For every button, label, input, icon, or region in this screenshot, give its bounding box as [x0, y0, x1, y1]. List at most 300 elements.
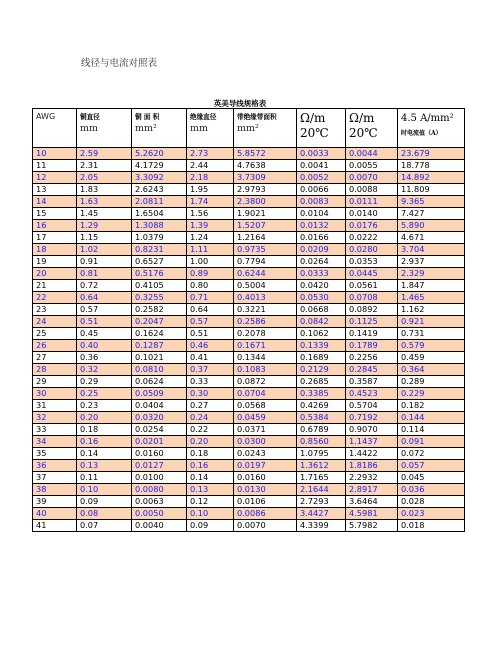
table-row	[33, 388, 465, 400]
cell-insulated-diameter: 0.89	[187, 268, 234, 280]
cell-current: 0.731	[398, 328, 465, 340]
cell-copper-area: 0.0127	[132, 460, 187, 472]
cell-copper-area: 0.1287	[132, 340, 187, 352]
cell-copper-diameter: 1.83	[77, 184, 132, 196]
cell-copper-area: 5.2620	[132, 148, 187, 160]
table-row	[33, 268, 465, 280]
cell-copper-area: 0.0810	[132, 364, 187, 376]
cell-awg: 30	[33, 388, 77, 400]
cell-insulated-area: 1.5207	[234, 220, 297, 232]
cell-insulated-diameter: 0.46	[187, 340, 234, 352]
header-resistance-1: Ω/m 20℃	[297, 109, 346, 148]
cell-awg: 26	[33, 340, 77, 352]
cell-resistance-2: 2.8917	[346, 484, 398, 496]
table-row	[33, 220, 465, 232]
table-row	[33, 508, 465, 520]
cell-resistance-1: 0.5384	[297, 412, 346, 424]
cell-awg: 40	[33, 508, 77, 520]
cell-awg: 14	[33, 196, 77, 208]
cell-awg: 36	[33, 460, 77, 472]
cell-current: 2.329	[398, 268, 465, 280]
cell-insulated-diameter: 0.27	[187, 400, 234, 412]
cell-current: 2.937	[398, 256, 465, 268]
table-row	[33, 148, 465, 160]
cell-awg: 13	[33, 184, 77, 196]
cell-resistance-1: 0.1339	[297, 340, 346, 352]
table-header-row	[33, 109, 465, 148]
cell-copper-diameter: 0.16	[77, 436, 132, 448]
cell-insulated-diameter: 0.30	[187, 388, 234, 400]
cell-resistance-1: 0.0066	[297, 184, 346, 196]
cell-awg: 18	[33, 244, 77, 256]
cell-insulated-diameter: 1.11	[187, 244, 234, 256]
cell-insulated-area: 0.0568	[234, 400, 297, 412]
cell-copper-area: 2.6243	[132, 184, 187, 196]
cell-current: 0.921	[398, 316, 465, 328]
cell-awg: 32	[33, 412, 77, 424]
cell-awg: 41	[33, 520, 77, 532]
cell-current: 5.890	[398, 220, 465, 232]
cell-insulated-diameter: 2.18	[187, 172, 234, 184]
cell-copper-area: 0.2047	[132, 316, 187, 328]
cell-insulated-area: 0.5004	[234, 280, 297, 292]
cell-insulated-area: 0.0371	[234, 424, 297, 436]
cell-resistance-2: 0.3587	[346, 376, 398, 388]
document-title: 线径与电流对照表	[81, 58, 158, 69]
cell-resistance-1: 0.0166	[297, 232, 346, 244]
cell-insulated-area: 3.7309	[234, 172, 297, 184]
cell-resistance-2: 0.1419	[346, 328, 398, 340]
cell-current: 4.671	[398, 232, 465, 244]
cell-copper-diameter: 0.64	[77, 292, 132, 304]
cell-awg: 24	[33, 316, 77, 328]
cell-current: 0.091	[398, 436, 465, 448]
cell-insulated-area: 2.9793	[234, 184, 297, 196]
cell-resistance-1: 3.4427	[297, 508, 346, 520]
cell-copper-area: 1.3088	[132, 220, 187, 232]
cell-copper-area: 0.3255	[132, 292, 187, 304]
cell-current: 0.229	[398, 388, 465, 400]
cell-resistance-2: 0.0044	[346, 148, 398, 160]
cell-awg: 16	[33, 220, 77, 232]
cell-current: 1.465	[398, 292, 465, 304]
cell-copper-diameter: 0.20	[77, 412, 132, 424]
cell-resistance-1: 2.1644	[297, 484, 346, 496]
table-row	[33, 256, 465, 268]
cell-resistance-2: 0.2845	[346, 364, 398, 376]
cell-copper-area: 0.0063	[132, 496, 187, 508]
cell-insulated-diameter: 0.12	[187, 496, 234, 508]
cell-current: 23.679	[398, 148, 465, 160]
cell-copper-diameter: 0.91	[77, 256, 132, 268]
cell-current: 0.579	[398, 340, 465, 352]
cell-copper-area: 0.0201	[132, 436, 187, 448]
cell-resistance-2: 0.0111	[346, 196, 398, 208]
cell-copper-diameter: 1.02	[77, 244, 132, 256]
cell-current: 0.072	[398, 448, 465, 460]
cell-insulated-diameter: 1.24	[187, 232, 234, 244]
cell-copper-diameter: 0.11	[77, 472, 132, 484]
cell-resistance-1: 0.1062	[297, 328, 346, 340]
cell-current: 0.045	[398, 472, 465, 484]
cell-insulated-diameter: 1.39	[187, 220, 234, 232]
table-row	[33, 340, 465, 352]
cell-insulated-area: 0.2078	[234, 328, 297, 340]
cell-current: 1.847	[398, 280, 465, 292]
cell-current: 0.114	[398, 424, 465, 436]
cell-insulated-diameter: 2.44	[187, 160, 234, 172]
cell-awg: 22	[33, 292, 77, 304]
cell-insulated-diameter: 0.13	[187, 484, 234, 496]
cell-resistance-1: 0.0530	[297, 292, 346, 304]
cell-copper-area: 0.0080	[132, 484, 187, 496]
cell-insulated-diameter: 0.64	[187, 304, 234, 316]
cell-insulated-diameter: 2.73	[187, 148, 234, 160]
cell-insulated-diameter: 0.10	[187, 508, 234, 520]
cell-insulated-area: 0.0300	[234, 436, 297, 448]
cell-resistance-1: 2.7293	[297, 496, 346, 508]
header-copper-area: 铜 面 积 mm²	[132, 109, 187, 148]
cell-copper-diameter: 0.72	[77, 280, 132, 292]
table-row	[33, 160, 465, 172]
cell-copper-area: 0.0254	[132, 424, 187, 436]
cell-awg: 37	[33, 472, 77, 484]
cell-resistance-1: 4.3399	[297, 520, 346, 532]
cell-resistance-2: 0.1125	[346, 316, 398, 328]
cell-resistance-1: 0.0668	[297, 304, 346, 316]
cell-resistance-1: 1.3612	[297, 460, 346, 472]
cell-insulated-area: 0.1344	[234, 352, 297, 364]
cell-resistance-2: 0.0070	[346, 172, 398, 184]
cell-resistance-1: 0.0041	[297, 160, 346, 172]
cell-insulated-area: 0.0160	[234, 472, 297, 484]
cell-resistance-2: 0.7192	[346, 412, 398, 424]
cell-copper-area: 0.6527	[132, 256, 187, 268]
cell-insulated-area: 5.8572	[234, 148, 297, 160]
cell-current: 14.892	[398, 172, 465, 184]
cell-copper-area: 0.8231	[132, 244, 187, 256]
cell-resistance-2: 0.0055	[346, 160, 398, 172]
cell-resistance-1: 0.3385	[297, 388, 346, 400]
header-current: 4.5 A/mm² 时电流值（A）	[398, 109, 465, 148]
cell-resistance-2: 1.8186	[346, 460, 398, 472]
cell-resistance-2: 0.4523	[346, 388, 398, 400]
cell-copper-area: 1.6504	[132, 208, 187, 220]
table-row	[33, 352, 465, 364]
cell-insulated-diameter: 1.00	[187, 256, 234, 268]
table-row	[33, 376, 465, 388]
cell-insulated-area: 0.4013	[234, 292, 297, 304]
table-row	[33, 448, 465, 460]
cell-resistance-1: 0.0132	[297, 220, 346, 232]
cell-current: 11.809	[398, 184, 465, 196]
cell-insulated-area: 0.9735	[234, 244, 297, 256]
cell-resistance-2: 0.0708	[346, 292, 398, 304]
cell-copper-area: 3.3092	[132, 172, 187, 184]
cell-awg: 28	[33, 364, 77, 376]
cell-copper-area: 0.0040	[132, 520, 187, 532]
cell-current: 0.459	[398, 352, 465, 364]
cell-resistance-2: 1.1437	[346, 436, 398, 448]
cell-resistance-2: 3.6464	[346, 496, 398, 508]
cell-insulated-diameter: 0.24	[187, 412, 234, 424]
cell-copper-area: 0.0160	[132, 448, 187, 460]
cell-resistance-1: 0.4269	[297, 400, 346, 412]
table-row	[33, 520, 465, 532]
table-row	[33, 232, 465, 244]
cell-copper-diameter: 1.63	[77, 196, 132, 208]
cell-current: 0.289	[398, 376, 465, 388]
cell-resistance-1: 0.0033	[297, 148, 346, 160]
cell-resistance-2: 0.0353	[346, 256, 398, 268]
cell-current: 18.778	[398, 160, 465, 172]
cell-resistance-2: 0.0140	[346, 208, 398, 220]
cell-resistance-2: 0.1789	[346, 340, 398, 352]
cell-insulated-area: 0.1083	[234, 364, 297, 376]
table-row	[33, 484, 465, 496]
cell-copper-diameter: 0.13	[77, 460, 132, 472]
cell-resistance-1: 0.0842	[297, 316, 346, 328]
cell-awg: 31	[33, 400, 77, 412]
cell-resistance-1: 0.0104	[297, 208, 346, 220]
cell-awg: 29	[33, 376, 77, 388]
cell-insulated-area: 0.6244	[234, 268, 297, 280]
cell-resistance-2: 0.0176	[346, 220, 398, 232]
cell-current: 0.144	[398, 412, 465, 424]
cell-insulated-diameter: 0.18	[187, 448, 234, 460]
awg-wire-table	[32, 108, 465, 532]
table-row	[33, 292, 465, 304]
cell-insulated-area: 0.1671	[234, 340, 297, 352]
cell-awg: 20	[33, 268, 77, 280]
table-row	[33, 208, 465, 220]
cell-resistance-2: 0.0088	[346, 184, 398, 196]
cell-resistance-2: 4.5981	[346, 508, 398, 520]
cell-insulated-area: 0.0070	[234, 520, 297, 532]
cell-current: 0.018	[398, 520, 465, 532]
cell-insulated-area: 0.0130	[234, 484, 297, 496]
cell-current: 1.162	[398, 304, 465, 316]
cell-copper-diameter: 0.40	[77, 340, 132, 352]
cell-awg: 35	[33, 448, 77, 460]
cell-insulated-diameter: 0.51	[187, 328, 234, 340]
cell-insulated-diameter: 0.14	[187, 472, 234, 484]
cell-copper-diameter: 0.45	[77, 328, 132, 340]
cell-resistance-1: 0.0333	[297, 268, 346, 280]
cell-current: 0.023	[398, 508, 465, 520]
cell-copper-diameter: 0.07	[77, 520, 132, 532]
cell-current: 0.057	[398, 460, 465, 472]
cell-copper-diameter: 0.08	[77, 508, 132, 520]
cell-resistance-1: 0.2685	[297, 376, 346, 388]
cell-resistance-2: 2.2932	[346, 472, 398, 484]
cell-insulated-area: 2.3800	[234, 196, 297, 208]
cell-insulated-area: 0.0459	[234, 412, 297, 424]
table-row	[33, 472, 465, 484]
cell-copper-area: 0.0404	[132, 400, 187, 412]
table-row	[33, 496, 465, 508]
cell-awg: 23	[33, 304, 77, 316]
cell-resistance-1: 0.0083	[297, 196, 346, 208]
cell-awg: 27	[33, 352, 77, 364]
header-awg: AWG	[33, 109, 77, 148]
table-row	[33, 304, 465, 316]
cell-resistance-1: 0.8560	[297, 436, 346, 448]
cell-resistance-2: 0.0445	[346, 268, 398, 280]
cell-copper-area: 1.0379	[132, 232, 187, 244]
cell-copper-diameter: 0.25	[77, 388, 132, 400]
cell-resistance-1: 0.0052	[297, 172, 346, 184]
header-insulated-diameter: 绝缘直径 mm	[187, 109, 234, 148]
cell-copper-diameter: 0.29	[77, 376, 132, 388]
header-copper-diameter: 铜直径 mm	[77, 109, 132, 148]
cell-insulated-diameter: 0.37	[187, 364, 234, 376]
cell-resistance-1: 1.0795	[297, 448, 346, 460]
cell-insulated-area: 1.9021	[234, 208, 297, 220]
cell-copper-area: 0.1021	[132, 352, 187, 364]
cell-insulated-diameter: 1.56	[187, 208, 234, 220]
cell-resistance-2: 1.4422	[346, 448, 398, 460]
cell-resistance-2: 0.0892	[346, 304, 398, 316]
cell-copper-area: 0.0624	[132, 376, 187, 388]
cell-awg: 19	[33, 256, 77, 268]
cell-current: 0.036	[398, 484, 465, 496]
cell-copper-area: 4.1729	[132, 160, 187, 172]
cell-copper-diameter: 0.32	[77, 364, 132, 376]
cell-insulated-diameter: 0.71	[187, 292, 234, 304]
cell-copper-diameter: 0.81	[77, 268, 132, 280]
cell-awg: 34	[33, 436, 77, 448]
table-row	[33, 460, 465, 472]
cell-copper-diameter: 0.23	[77, 400, 132, 412]
cell-copper-diameter: 0.51	[77, 316, 132, 328]
cell-resistance-2: 0.0222	[346, 232, 398, 244]
cell-copper-diameter: 1.45	[77, 208, 132, 220]
cell-insulated-diameter: 0.22	[187, 424, 234, 436]
cell-copper-area: 0.5176	[132, 268, 187, 280]
cell-insulated-diameter: 0.41	[187, 352, 234, 364]
cell-awg: 11	[33, 160, 77, 172]
cell-awg: 38	[33, 484, 77, 496]
cell-copper-area: 0.0050	[132, 508, 187, 520]
table-row	[33, 244, 465, 256]
cell-insulated-diameter: 1.74	[187, 196, 234, 208]
cell-awg: 10	[33, 148, 77, 160]
cell-resistance-1: 0.0264	[297, 256, 346, 268]
cell-resistance-2: 0.2256	[346, 352, 398, 364]
table-body	[33, 148, 465, 532]
cell-copper-diameter: 2.05	[77, 172, 132, 184]
cell-copper-area: 0.0509	[132, 388, 187, 400]
header-insulated-area: 带绝缘带面积 mm²	[234, 109, 297, 148]
cell-copper-area: 0.1624	[132, 328, 187, 340]
cell-awg: 12	[33, 172, 77, 184]
cell-resistance-1: 0.2129	[297, 364, 346, 376]
cell-insulated-area: 0.0243	[234, 448, 297, 460]
cell-resistance-2: 0.9070	[346, 424, 398, 436]
cell-insulated-area: 0.2586	[234, 316, 297, 328]
cell-resistance-2: 0.0561	[346, 280, 398, 292]
cell-insulated-area: 1.2164	[234, 232, 297, 244]
cell-resistance-2: 5.7982	[346, 520, 398, 532]
cell-insulated-diameter: 0.57	[187, 316, 234, 328]
cell-resistance-1: 0.0420	[297, 280, 346, 292]
cell-awg: 25	[33, 328, 77, 340]
cell-copper-diameter: 0.36	[77, 352, 132, 364]
cell-awg: 33	[33, 424, 77, 436]
cell-insulated-area: 0.0086	[234, 508, 297, 520]
cell-insulated-area: 0.0872	[234, 376, 297, 388]
cell-copper-diameter: 2.59	[77, 148, 132, 160]
table-row	[33, 316, 465, 328]
table-row	[33, 172, 465, 184]
cell-resistance-2: 0.5704	[346, 400, 398, 412]
cell-insulated-area: 4.7638	[234, 160, 297, 172]
cell-awg: 39	[33, 496, 77, 508]
cell-copper-diameter: 1.15	[77, 232, 132, 244]
cell-insulated-diameter: 0.33	[187, 376, 234, 388]
cell-copper-diameter: 2.31	[77, 160, 132, 172]
cell-insulated-diameter: 0.16	[187, 460, 234, 472]
cell-copper-area: 0.0320	[132, 412, 187, 424]
cell-insulated-area: 0.0106	[234, 496, 297, 508]
table-row	[33, 424, 465, 436]
cell-awg: 17	[33, 232, 77, 244]
cell-copper-diameter: 0.18	[77, 424, 132, 436]
cell-insulated-area: 0.7794	[234, 256, 297, 268]
cell-copper-area: 0.0100	[132, 472, 187, 484]
cell-resistance-1: 0.0209	[297, 244, 346, 256]
cell-insulated-area: 0.0197	[234, 460, 297, 472]
cell-copper-area: 2.0811	[132, 196, 187, 208]
cell-current: 0.182	[398, 400, 465, 412]
cell-current: 3.704	[398, 244, 465, 256]
cell-awg: 21	[33, 280, 77, 292]
table-row	[33, 400, 465, 412]
table-row	[33, 436, 465, 448]
cell-resistance-2: 0.0280	[346, 244, 398, 256]
cell-current: 7.427	[398, 208, 465, 220]
table-caption: 英美导线规格表	[213, 99, 267, 108]
cell-copper-diameter: 1.29	[77, 220, 132, 232]
table-row	[33, 196, 465, 208]
cell-resistance-1: 0.6789	[297, 424, 346, 436]
cell-insulated-diameter: 1.95	[187, 184, 234, 196]
cell-copper-area: 0.4105	[132, 280, 187, 292]
header-resistance-2: Ω/m 20℃	[346, 109, 398, 148]
cell-insulated-diameter: 0.80	[187, 280, 234, 292]
cell-resistance-1: 1.7165	[297, 472, 346, 484]
table-row	[33, 184, 465, 196]
cell-insulated-area: 0.0704	[234, 388, 297, 400]
cell-copper-diameter: 0.09	[77, 496, 132, 508]
table-row	[33, 364, 465, 376]
cell-copper-diameter: 0.14	[77, 448, 132, 460]
cell-insulated-diameter: 0.20	[187, 436, 234, 448]
cell-current: 9.365	[398, 196, 465, 208]
cell-insulated-diameter: 0.09	[187, 520, 234, 532]
cell-awg: 15	[33, 208, 77, 220]
cell-current: 0.028	[398, 496, 465, 508]
table-row	[33, 280, 465, 292]
cell-insulated-area: 0.3221	[234, 304, 297, 316]
cell-current: 0.364	[398, 364, 465, 376]
cell-copper-area: 0.2582	[132, 304, 187, 316]
table-row	[33, 412, 465, 424]
cell-copper-diameter: 0.10	[77, 484, 132, 496]
table-row	[33, 328, 465, 340]
cell-copper-diameter: 0.57	[77, 304, 132, 316]
